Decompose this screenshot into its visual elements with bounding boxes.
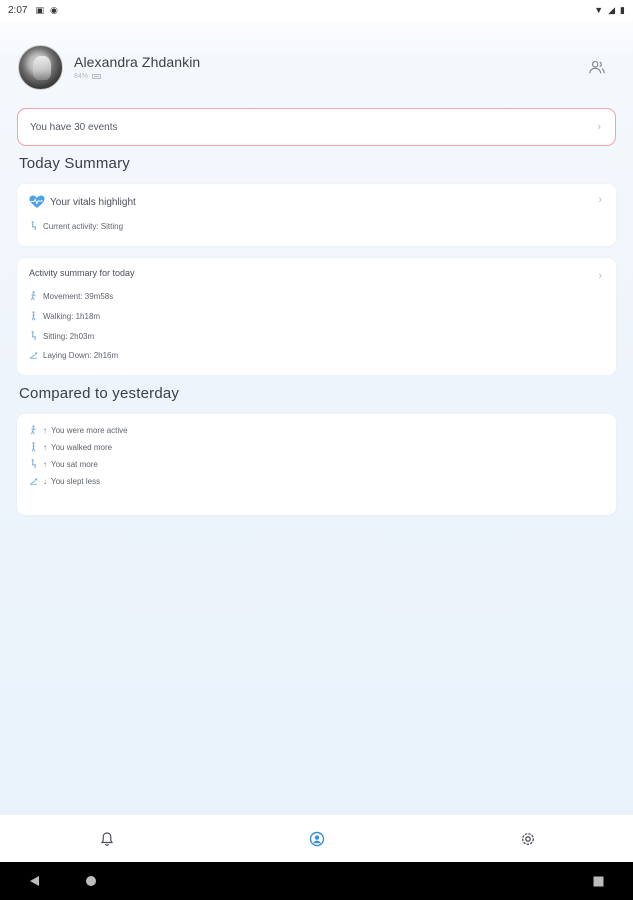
chevron-right-icon: ›	[598, 194, 602, 206]
compared-item-label: You slept less	[51, 476, 101, 486]
notification-icon: ▣	[35, 4, 44, 15]
bottom-nav	[0, 814, 633, 862]
activity-summary-card[interactable]	[17, 258, 616, 375]
events-card[interactable]	[17, 108, 616, 146]
vitals-row	[29, 195, 136, 209]
activity-summary-title: Activity summary for today	[29, 268, 135, 278]
person-sitting-icon	[29, 221, 38, 231]
home-icon[interactable]	[85, 875, 97, 887]
activity-item-label: Walking: 1h18m	[43, 311, 101, 321]
arrow-up-icon: ↑	[43, 425, 47, 435]
chevron-right-icon: ›	[598, 270, 602, 282]
activity-item-label: Movement: 39m58s	[43, 291, 114, 301]
compared-item	[29, 476, 100, 486]
compared-item-label: You were more active	[51, 425, 128, 435]
avatar[interactable]	[18, 45, 63, 90]
status-time: 2:07	[8, 4, 28, 16]
person-running-icon	[29, 425, 38, 435]
back-icon[interactable]	[29, 875, 40, 887]
activity-item	[29, 291, 113, 301]
gear-icon[interactable]	[520, 831, 536, 847]
bell-icon[interactable]	[99, 831, 115, 847]
status-bar	[0, 0, 633, 20]
person-walking-icon	[29, 442, 38, 452]
app-notification-icon: ◉	[49, 4, 58, 15]
user-name: Alexandra Zhdankin	[74, 54, 201, 70]
activity-item	[29, 311, 100, 321]
vitals-title: Your vitals highlight	[50, 196, 136, 208]
today-summary-title: Today Summary	[19, 155, 130, 172]
person-walking-icon	[29, 311, 38, 321]
device-battery	[74, 73, 200, 80]
user-info	[74, 54, 200, 80]
person-running-icon	[29, 291, 38, 301]
device-battery-icon	[92, 74, 101, 79]
events-label: You have 30 events	[30, 121, 118, 133]
compared-title: Compared to yesterday	[19, 385, 180, 402]
system-nav-bar	[0, 862, 633, 900]
person-sitting-icon	[29, 331, 38, 341]
current-activity: Current activity: Sitting	[43, 221, 124, 231]
arrow-up-icon: ↑	[43, 459, 47, 469]
contacts-icon[interactable]	[588, 58, 606, 76]
activity-item	[29, 350, 118, 360]
profile-header	[18, 44, 616, 90]
vitals-card[interactable]	[17, 184, 616, 246]
profile-icon[interactable]	[309, 831, 325, 847]
person-sitting-icon	[29, 459, 38, 469]
status-right	[594, 5, 625, 16]
compared-item-label: You walked more	[51, 442, 113, 452]
activity-item-label: Laying Down: 2h16m	[43, 350, 119, 360]
arrow-up-icon: ↑	[43, 442, 47, 452]
wifi-icon: ▼	[594, 5, 604, 15]
battery-percent: 84%	[74, 73, 89, 80]
person-laying-icon	[29, 476, 38, 486]
compared-item	[29, 459, 98, 469]
recents-icon[interactable]	[593, 876, 604, 887]
battery-icon: ▮	[620, 4, 625, 15]
compared-item	[29, 425, 128, 435]
compared-card	[17, 414, 616, 515]
activity-item-label: Sitting: 2h03m	[43, 331, 95, 341]
activity-title-row	[29, 268, 135, 278]
person-laying-icon	[29, 350, 38, 360]
compared-item-label: You sat more	[51, 459, 98, 469]
compared-item	[29, 442, 112, 452]
current-activity-row	[29, 221, 123, 231]
chevron-right-icon: ›	[597, 121, 601, 133]
activity-item	[29, 331, 94, 341]
signal-icon: ◢	[608, 4, 616, 15]
heart-pulse-icon	[29, 195, 45, 209]
arrow-down-icon: ↓	[43, 476, 47, 486]
